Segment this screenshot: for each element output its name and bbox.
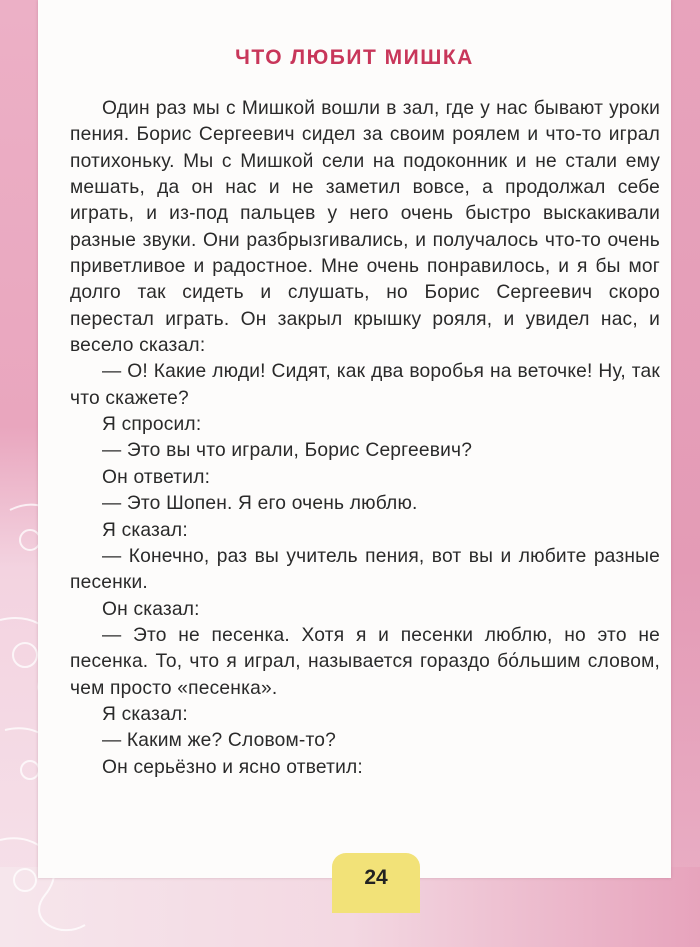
paragraph: — Каким же? Словом-то? bbox=[102, 730, 336, 752]
paragraph: — Конечно, раз вы учитель пения, вот вы и любите разные песенки. bbox=[70, 545, 660, 594]
paragraph: Я сказал: bbox=[102, 519, 188, 541]
paragraph: — Это Шопен. Я его очень люблю. bbox=[102, 493, 418, 515]
chapter-title: ЧТО ЛЮБИТ МИШКА bbox=[235, 46, 474, 69]
story-text bbox=[70, 96, 660, 781]
paragraph: Один раз мы с Мишкой вошли в зал, где у нас бывают уроки пения. Борис Сергеевич сидел за своим роялем и что-то играл потихоньку. Мы с Мишкой сели на подоконник и не стали ему мешать, да он нас и не заметил вовсе, а продолжал себе играть, и из-под пальцев у него очень быстро выскакивали разные звуки. Они разбрызгивались, и получалось что-то очень приветливое и радостное. Мне очень понравилось, и я бы мог долго так сидеть и слушать, но Борис Сергеевич скоро перестал играть. Он закрыл крышку рояля, и увидел нас, и весело сказал: bbox=[70, 98, 660, 357]
paragraph: Он сказал: bbox=[102, 598, 200, 620]
paragraph: — Это не песенка. Хотя я и песенки люблю, но это не песенка. То, что я играл, называется гораздо бо́льшим словом, чем просто «песенка». bbox=[70, 624, 660, 699]
paragraph: — Это вы что играли, Борис Сергеевич? bbox=[102, 440, 473, 462]
paragraph: Он серьёзно и ясно ответил: bbox=[102, 756, 363, 778]
paragraph: Он ответил: bbox=[102, 466, 211, 488]
paragraph: Я спросил: bbox=[102, 414, 202, 436]
page-number: 24 bbox=[364, 866, 388, 889]
paragraph: Я сказал: bbox=[102, 703, 188, 725]
paragraph: — О! Какие люди! Сидят, как два воробья на веточке! Ну, так что скажете? bbox=[70, 361, 660, 409]
book-page bbox=[38, 0, 671, 878]
